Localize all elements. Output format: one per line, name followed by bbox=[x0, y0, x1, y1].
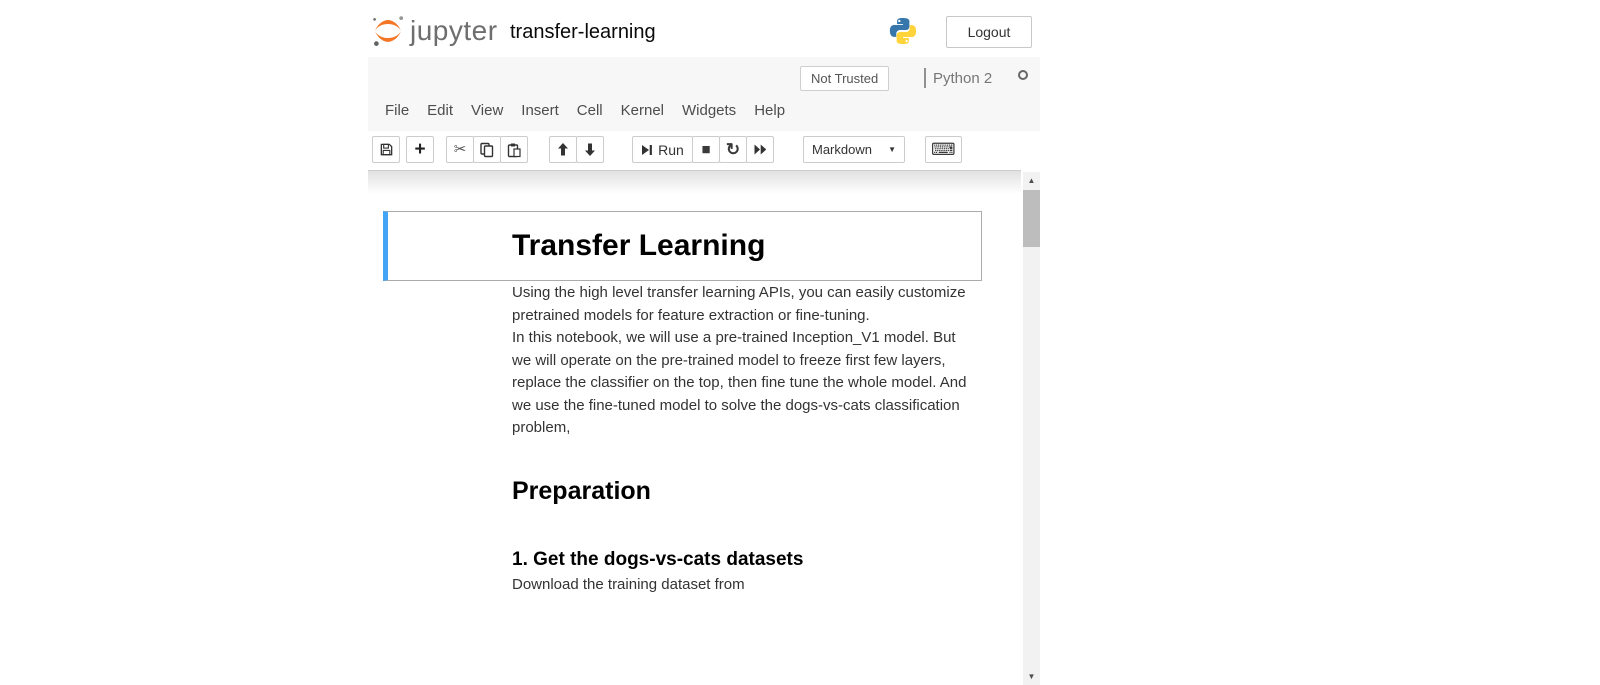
notebook-cells bbox=[383, 170, 982, 597]
notebook-h2: Preparation bbox=[512, 476, 651, 505]
kernel-idle-indicator-icon bbox=[1018, 70, 1028, 80]
jupyter-wordmark[interactable]: jupyter bbox=[410, 15, 498, 46]
menu-view[interactable]: View bbox=[471, 102, 504, 119]
fast-forward-icon bbox=[754, 144, 767, 155]
copy-cell-button[interactable] bbox=[473, 136, 501, 163]
kernel-separator bbox=[924, 68, 926, 88]
move-cell-up-button[interactable] bbox=[549, 136, 577, 163]
menu-kernel[interactable]: Kernel bbox=[620, 102, 664, 119]
menu-help[interactable]: Help bbox=[754, 102, 786, 119]
menu-file[interactable]: File bbox=[385, 102, 410, 119]
cell-type-dropdown[interactable] bbox=[803, 136, 905, 163]
menu-insert[interactable]: Insert bbox=[521, 102, 559, 119]
add-icon: + bbox=[414, 139, 426, 160]
kernel-name: Python 2 bbox=[933, 70, 993, 87]
logout-button[interactable]: Logout bbox=[946, 16, 1032, 48]
restart-kernel-button[interactable] bbox=[719, 136, 747, 163]
restart-icon: ↻ bbox=[725, 140, 741, 159]
arrow-up-icon bbox=[557, 143, 569, 156]
markdown-cell-preparation[interactable] bbox=[383, 441, 982, 507]
paste-cell-button[interactable] bbox=[500, 136, 528, 163]
chevron-down-icon: ▼ bbox=[888, 145, 896, 154]
notebook-scroll-area bbox=[368, 170, 1040, 685]
markdown-cell-download[interactable] bbox=[383, 573, 982, 598]
markdown-cell-title[interactable] bbox=[383, 211, 982, 281]
keyboard-icon: ⌨ bbox=[931, 140, 956, 159]
cell-type-value: Markdown bbox=[812, 142, 872, 157]
cell-prompt bbox=[388, 574, 512, 597]
save-button[interactable] bbox=[372, 136, 400, 163]
markdown-cell-datasets-heading[interactable] bbox=[383, 507, 982, 573]
move-cell-down-button[interactable] bbox=[576, 136, 604, 163]
toolbar bbox=[368, 131, 1040, 170]
command-palette-button[interactable] bbox=[925, 136, 962, 163]
markdown-cell-intro[interactable] bbox=[383, 281, 982, 441]
cell-prompt bbox=[388, 442, 512, 506]
scrollbar bbox=[1023, 172, 1040, 685]
jupyter-notebook-app bbox=[368, 10, 1040, 685]
run-icon bbox=[641, 144, 653, 156]
python-logo-icon bbox=[888, 16, 918, 46]
notebook-h1: Transfer Learning bbox=[512, 229, 766, 262]
insert-cell-below-button[interactable] bbox=[406, 136, 434, 163]
scrollbar-up-button[interactable]: ▲ bbox=[1023, 172, 1040, 189]
interrupt-kernel-button[interactable] bbox=[692, 136, 720, 163]
run-label: Run bbox=[658, 141, 684, 158]
copy-icon bbox=[479, 142, 495, 158]
intro-paragraph-1: Using the high level transfer learning APIs, you can easily customize pretrained models for feature extraction or fine-tuning. bbox=[512, 284, 966, 324]
cell-prompt bbox=[388, 212, 512, 280]
download-paragraph: Download the training dataset from bbox=[512, 575, 745, 593]
restart-run-all-button[interactable] bbox=[746, 136, 774, 163]
trust-status-badge[interactable]: Not Trusted bbox=[800, 66, 889, 91]
cut-cell-button[interactable] bbox=[446, 136, 474, 163]
save-icon bbox=[379, 142, 394, 157]
scrollbar-thumb[interactable] bbox=[1023, 190, 1040, 247]
run-cell-button[interactable] bbox=[632, 136, 693, 163]
arrow-down-icon bbox=[584, 143, 596, 156]
cell-prompt bbox=[388, 282, 512, 440]
scrollbar-down-button[interactable]: ▼ bbox=[1023, 668, 1040, 685]
notebook-h3: 1. Get the dogs-vs-cats datasets bbox=[512, 548, 804, 570]
header bbox=[368, 10, 1040, 57]
cut-icon: ✂ bbox=[453, 141, 467, 158]
paste-icon bbox=[506, 142, 522, 158]
menu-cell[interactable]: Cell bbox=[576, 102, 603, 119]
stop-icon: ■ bbox=[701, 141, 711, 158]
jupyter-logo-icon[interactable] bbox=[369, 12, 407, 50]
menubar bbox=[368, 57, 1040, 131]
menu-edit[interactable]: Edit bbox=[427, 102, 454, 119]
menu-row bbox=[376, 96, 794, 125]
intro-paragraph-2: In this notebook, we will use a pre-trained Inception_V1 model. But we will operate on the pre-trained model to freeze first few layers, replace the classifier on the top, then fine tune the whole model. And we use the fine-tuned model to solve the dogs-vs-cats classification problem, bbox=[512, 329, 967, 436]
menu-widgets[interactable]: Widgets bbox=[682, 102, 737, 119]
cell-prompt bbox=[388, 508, 512, 572]
notebook-title[interactable]: transfer-learning bbox=[510, 21, 656, 43]
